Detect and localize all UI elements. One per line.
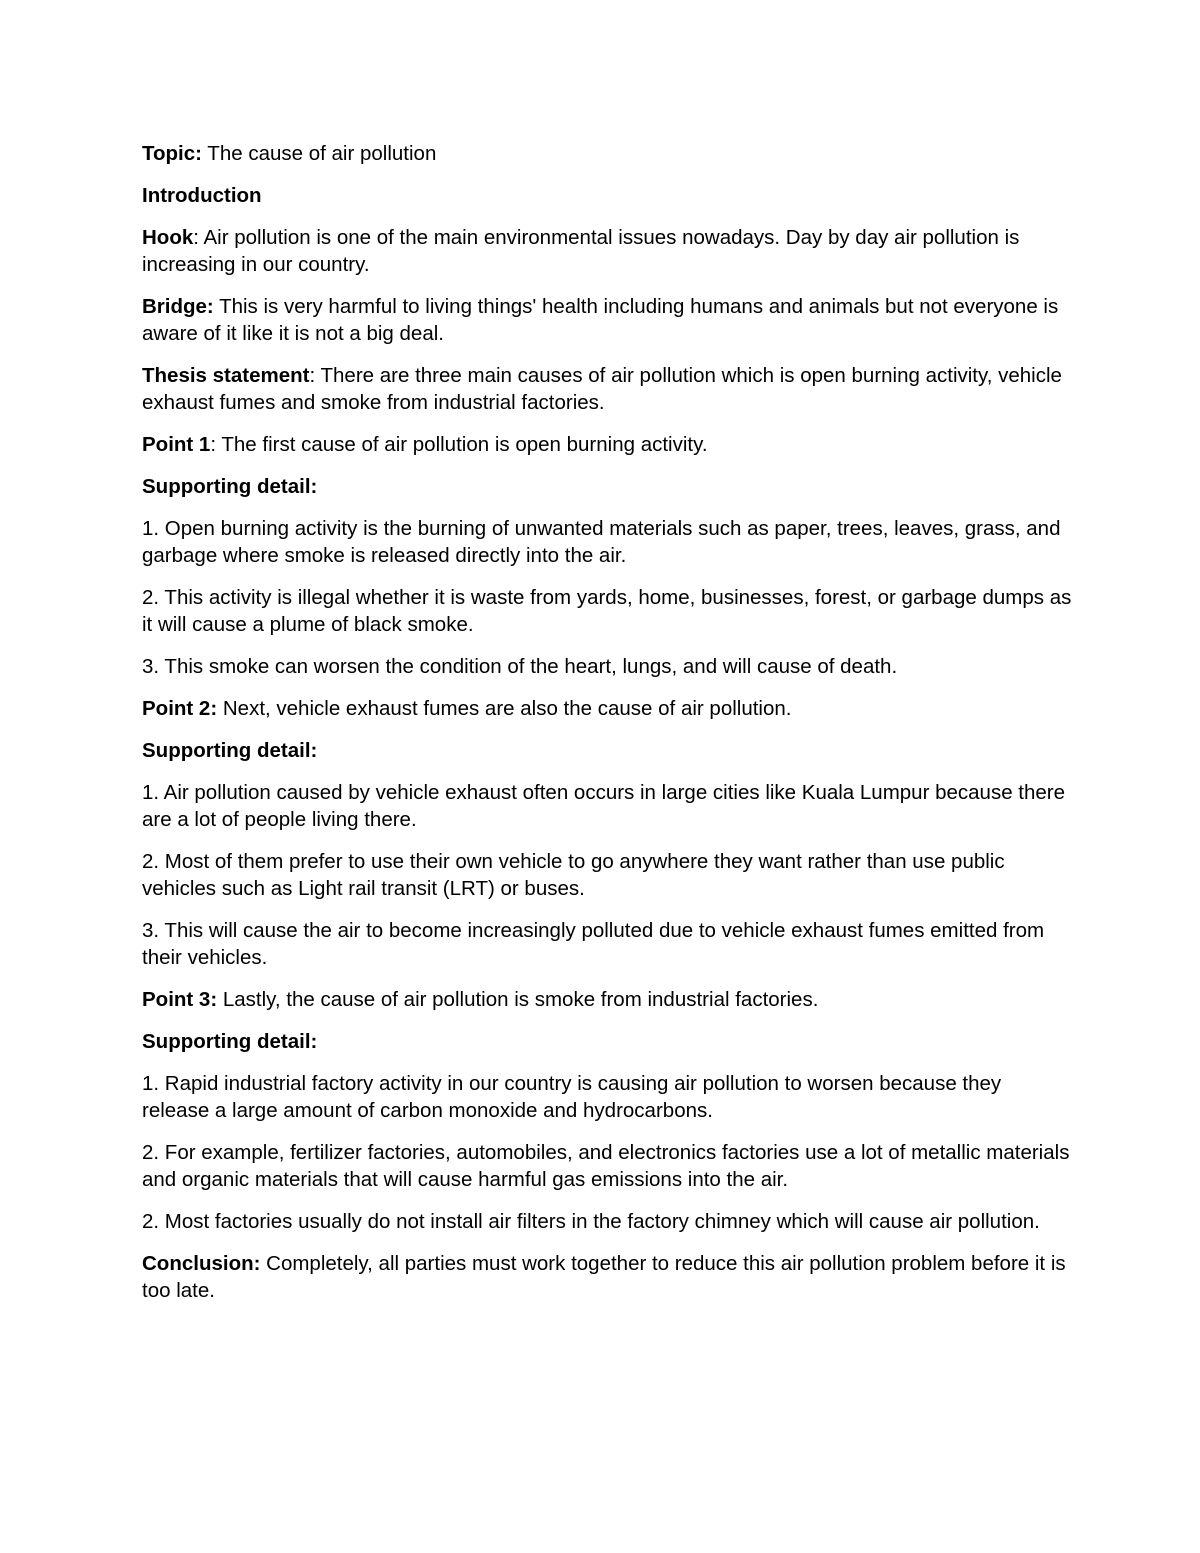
bridge-label: Bridge: [142, 295, 214, 318]
point-2-supporting-label: Supporting detail: [142, 739, 318, 762]
hook-paragraph [142, 224, 1072, 278]
point-3-detail-3: 2. Most factories usually do not install air filters in the factory chimney which will cause air pollution. [142, 1210, 1040, 1233]
hook-text: : Air pollution is one of the main environmental issues nowadays. Day by day air pollution is increasing in our country. [142, 226, 1020, 276]
thesis-paragraph [142, 362, 1072, 416]
point-2-paragraph [142, 695, 1072, 722]
point-1-supporting-label: Supporting detail: [142, 475, 318, 498]
thesis-text: : There are three main causes of air pollution which is open burning activity, vehicle exhaust fumes and smoke from industrial factories. [142, 364, 1062, 414]
point-1-label: Point 1 [142, 433, 211, 456]
point-3-paragraph [142, 986, 1072, 1013]
point-1-paragraph [142, 431, 1072, 458]
conclusion-label: Conclusion: [142, 1252, 261, 1275]
point-2-label: Point 2: [142, 697, 218, 720]
bridge-paragraph [142, 293, 1072, 347]
point-1-text: : The first cause of air pollution is open burning activity. [210, 433, 708, 456]
introduction-heading: Introduction [142, 184, 262, 207]
point-2-text: Next, vehicle exhaust fumes are also the cause of air pollution. [217, 697, 792, 720]
point-1-detail-2: 2. This activity is illegal whether it is waste from yards, home, businesses, forest, or garbage dumps as it will cause a plume of black smoke. [142, 586, 1072, 636]
point-2-detail-3: 3. This will cause the air to become increasingly polluted due to vehicle exhaust fumes emitted from their vehicles. [142, 919, 1045, 969]
hook-label: Hook [142, 226, 194, 249]
point-3-detail-1: 1. Rapid industrial factory activity in our country is causing air pollution to worsen because they release a large amount of carbon monoxide and hydrocarbons. [142, 1072, 1002, 1122]
point-1-detail-1: 1. Open burning activity is the burning of unwanted materials such as paper, trees, leaves, grass, and garbage where smoke is released directly into the air. [142, 517, 1061, 567]
point-3-supporting-label: Supporting detail: [142, 1030, 318, 1053]
point-1-detail-3: 3. This smoke can worsen the condition of the heart, lungs, and will cause of death. [142, 655, 898, 678]
conclusion-paragraph [142, 1250, 1072, 1304]
thesis-label: Thesis statement [142, 364, 310, 387]
topic-text: The cause of air pollution [201, 142, 437, 165]
topic-line [142, 140, 1072, 167]
point-2-detail-2: 2. Most of them prefer to use their own vehicle to go anywhere they want rather than use public vehicles such as Light rail transit (LRT) or buses. [142, 850, 1005, 900]
point-3-detail-2: 2. For example, fertilizer factories, automobiles, and electronics factories use a lot of metallic materials and organic materials that will cause harmful gas emissions into the air. [142, 1141, 1070, 1191]
document-body [142, 140, 1072, 1319]
point-3-label: Point 3: [142, 988, 218, 1011]
point-3-text: Lastly, the cause of air pollution is smoke from industrial factories. [217, 988, 819, 1011]
point-2-detail-1: 1. Air pollution caused by vehicle exhaust often occurs in large cities like Kuala Lumpur because there are a lot of people living there. [142, 781, 1066, 831]
conclusion-text: Completely, all parties must work together to reduce this air pollution problem before it is too late. [142, 1252, 1066, 1302]
topic-label: Topic: [142, 142, 202, 165]
bridge-text: This is very harmful to living things' health including humans and animals but not everyone is aware of it like it is not a big deal. [142, 295, 1059, 345]
